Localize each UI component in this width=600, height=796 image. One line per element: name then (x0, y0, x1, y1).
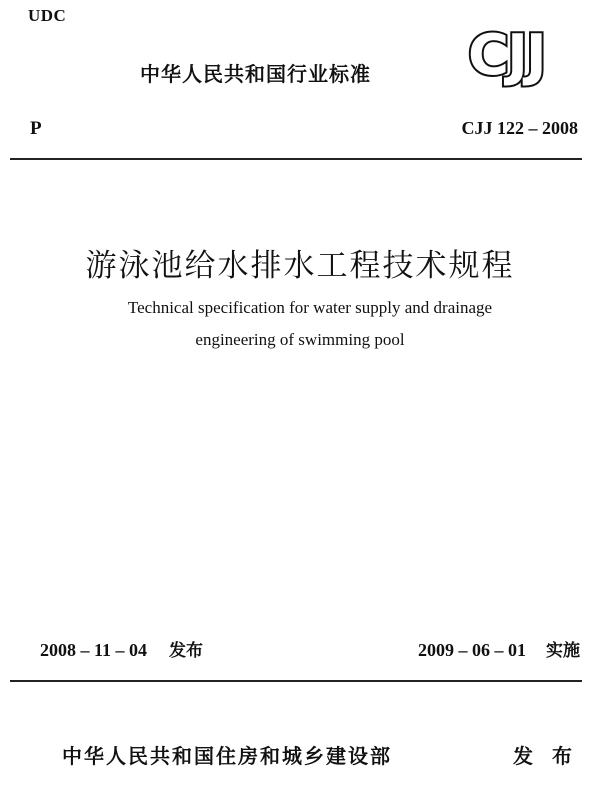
issue-label: 发布 (169, 641, 204, 661)
classification-code: P (30, 118, 42, 139)
top-divider (10, 158, 582, 160)
udc-label: UDC (28, 6, 67, 25)
effective-date-block (418, 636, 580, 661)
standard-number: CJJ 122 – 2008 (461, 118, 578, 138)
bottom-divider (10, 680, 582, 682)
publisher: 中华人民共和国住房和城乡建设部 (62, 744, 392, 768)
effective-date: 2009 – 06 – 01 (418, 640, 526, 660)
standard-type: 中华人民共和国行业标准 (140, 62, 371, 86)
title-english-line2: engineering of swimming pool (195, 330, 405, 349)
issue-date-block (40, 636, 203, 661)
effective-label: 实施 (546, 641, 580, 661)
title-english-line1: Technical specification for water supply and drainage (127, 298, 493, 317)
title-chinese: 游泳池给水排水工程技术规程 (85, 248, 515, 284)
issue-date: 2008 – 11 – 04 (40, 640, 148, 660)
publish-label: 发 布 (513, 744, 578, 768)
cjj-logo: CJJ (468, 23, 545, 88)
